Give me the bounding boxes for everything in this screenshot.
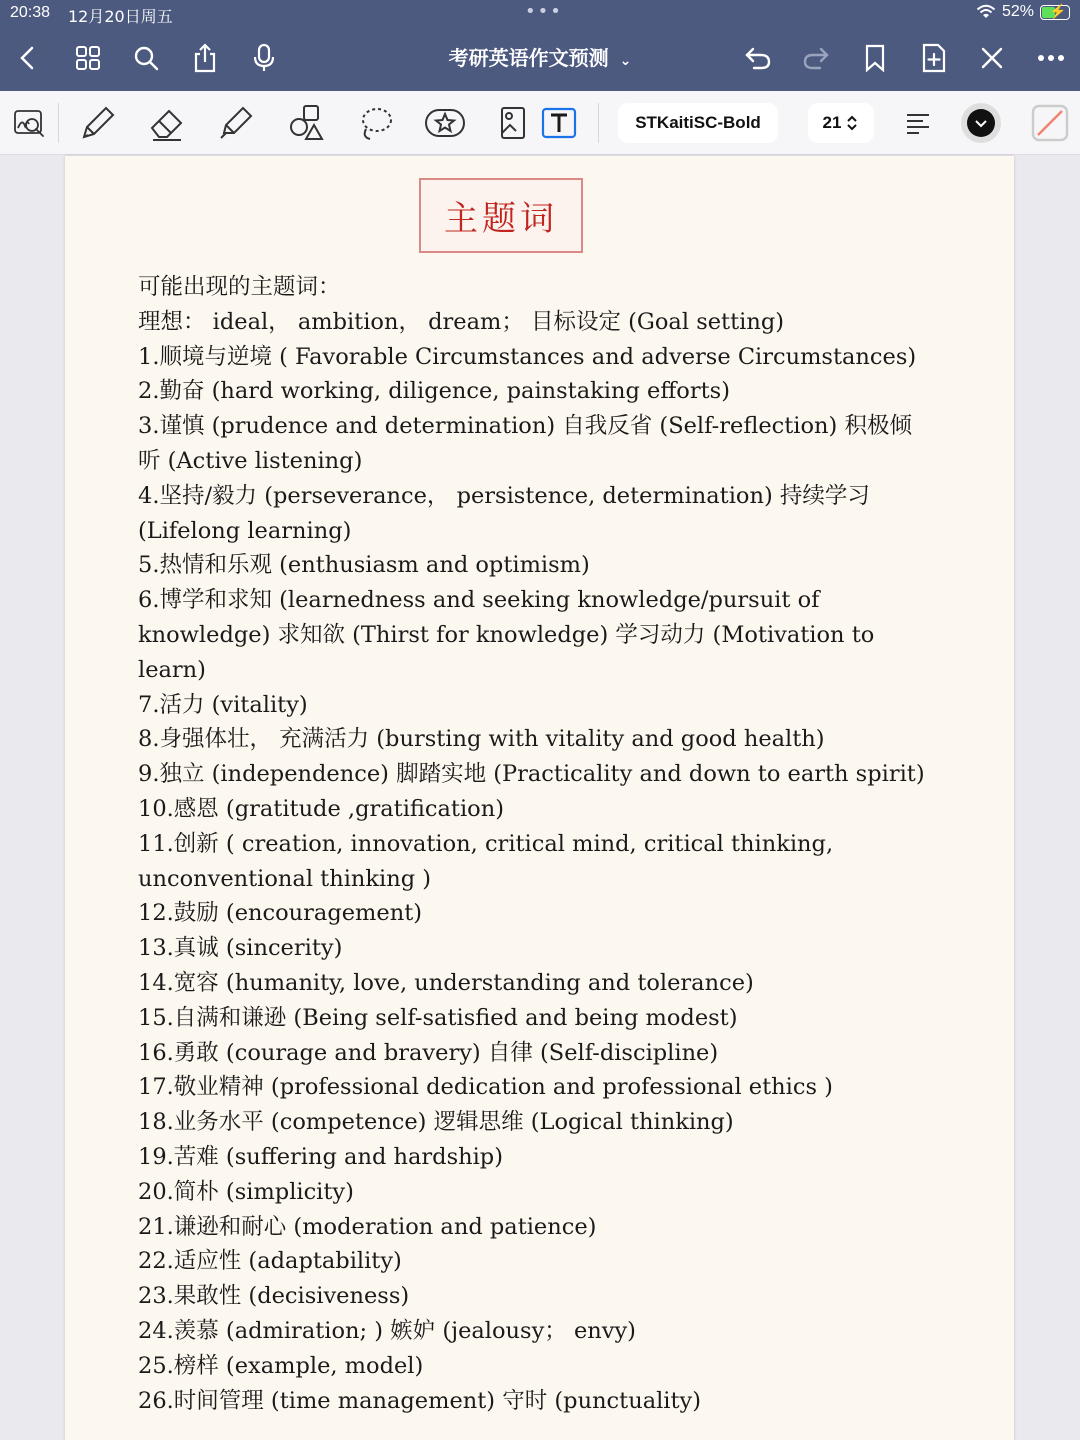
battery-percent: 52%	[1001, 3, 1034, 20]
note-line: 可能出现的主题词：	[138, 274, 341, 300]
undo-icon[interactable]	[740, 40, 776, 76]
grid-view-icon[interactable]	[70, 40, 106, 76]
note-line: 12.鼓励 (encouragement)	[138, 900, 423, 927]
bookmark-icon[interactable]	[857, 40, 893, 76]
note-line: 19.苦难 (suffering and hardship)	[138, 1143, 503, 1170]
note-line: 3.谨慎 (prudence and determination) 自我反省 (Self-reflection) 积极倾	[138, 413, 912, 440]
note-body[interactable]	[138, 270, 938, 1418]
chevron-down-icon[interactable]: ⌄	[619, 53, 632, 69]
redo-icon[interactable]	[798, 40, 834, 76]
top-bar	[0, 0, 1080, 91]
note-line: 15.自满和谦逊 (Being self-satisfied and being modest)	[138, 1004, 738, 1031]
close-pen-icon[interactable]	[974, 40, 1010, 76]
wifi-icon	[976, 4, 996, 20]
highlighter-tool-icon[interactable]	[214, 101, 258, 145]
pen-tool-icon[interactable]	[76, 101, 120, 145]
zoom-window-icon[interactable]	[8, 101, 52, 145]
lasso-tool-icon[interactable]	[354, 101, 398, 145]
document-title-text[interactable]: 考研英语作文预测	[448, 46, 609, 70]
note-line: 16.勇敢 (courage and bravery) 自律 (Self-discipline)	[138, 1039, 719, 1066]
note-line: learn)	[138, 656, 206, 683]
eraser-tool-icon[interactable]	[145, 101, 189, 145]
note-line: 20.简朴 (simplicity)	[138, 1178, 354, 1205]
note-page[interactable]	[65, 156, 1014, 1440]
tool-bar	[0, 91, 1080, 155]
shapes-tool-icon[interactable]	[284, 101, 328, 145]
note-line: 5.热情和乐观 (enthusiasm and optimism)	[138, 552, 590, 579]
note-line: 25.榜样 (example, model)	[138, 1352, 424, 1379]
note-line: 18.业务水平 (competence) 逻辑思维 (Logical thinking)	[138, 1109, 734, 1136]
note-line: 11.创新 ( creation, innovation, critical mind, critical thinking,	[138, 830, 834, 857]
note-line: 8.身强体壮， 充满活力 (bursting with vitality and good health)	[138, 726, 825, 753]
document-title[interactable]	[400, 42, 680, 71]
font-size-value[interactable]: 21	[822, 113, 842, 132]
back-icon[interactable]	[10, 40, 46, 76]
microphone-icon[interactable]	[246, 40, 282, 76]
note-line: (Lifelong learning)	[138, 517, 352, 544]
note-line: unconventional thinking )	[138, 865, 432, 892]
battery-icon: ⚡	[1040, 5, 1070, 20]
stepper-chevron-icon	[845, 114, 859, 132]
status-right	[976, 3, 1070, 21]
text-align-icon[interactable]	[896, 101, 940, 145]
note-line: 4.坚持/毅力 (perseverance， persistence, determination) 持续学习	[138, 482, 870, 509]
note-line: 14.宽容 (humanity, love, understanding and tolerance)	[138, 969, 754, 996]
note-line: 23.果敢性 (decisiveness)	[138, 1283, 410, 1310]
note-line: 6.博学和求知 (learnedness and seeking knowledge/pursuit of	[138, 587, 820, 614]
background-color-icon[interactable]	[1028, 101, 1072, 145]
search-icon[interactable]	[128, 40, 164, 76]
image-tool-icon[interactable]	[488, 101, 532, 145]
note-line: 21.谦逊和耐心 (moderation and patience)	[138, 1213, 597, 1240]
note-title: 主题词	[444, 199, 558, 239]
note-line: 1.顺境与逆境 ( Favorable Circumstances and adverse Circumstances)	[138, 343, 917, 370]
add-page-icon[interactable]	[916, 40, 952, 76]
note-line: 10.感恩 (gratitude ,gratification)	[138, 795, 504, 822]
title-box[interactable]	[419, 178, 583, 253]
font-family-picker[interactable]: STKaitiSC-Bold	[618, 103, 778, 143]
note-line: 2.勤奋 (hard working, diligence, painstaking efforts)	[138, 378, 730, 405]
note-line: 13.真诚 (sincerity)	[138, 935, 343, 962]
note-line: 听 (Active listening)	[138, 447, 363, 474]
note-line: 9.独立 (independence) 脚踏实地 (Practicality and down to earth spirit)	[138, 761, 925, 788]
more-icon[interactable]	[1033, 40, 1069, 76]
note-line: knowledge) 求知欲 (Thirst for knowledge) 学习动力 (Motivation to	[138, 621, 875, 648]
note-line: 理想： ideal， ambition， dream； 目标设定 (Goal setting)	[138, 308, 785, 335]
multitasking-dots-icon[interactable]: •••	[525, 1, 563, 22]
share-icon[interactable]	[187, 40, 223, 76]
note-line: 24.羡慕 (admiration; ) 嫉妒 (jealousy； envy)	[138, 1317, 636, 1344]
status-date: 12月20日周五	[68, 7, 173, 26]
note-line: 7.活力 (vitality)	[138, 691, 308, 718]
text-color-picker[interactable]	[959, 101, 1003, 145]
sticker-tool-icon[interactable]	[423, 101, 467, 145]
status-time: 20:38	[10, 4, 51, 21]
text-tool-icon[interactable]	[537, 101, 581, 145]
font-size-picker[interactable]	[808, 103, 874, 143]
note-line: 26.时间管理 (time management) 守时 (punctuality)	[138, 1387, 702, 1414]
note-line: 17.敬业精神 (professional dedication and professional ethics )	[138, 1074, 833, 1101]
note-line: 22.适应性 (adaptability)	[138, 1248, 402, 1275]
